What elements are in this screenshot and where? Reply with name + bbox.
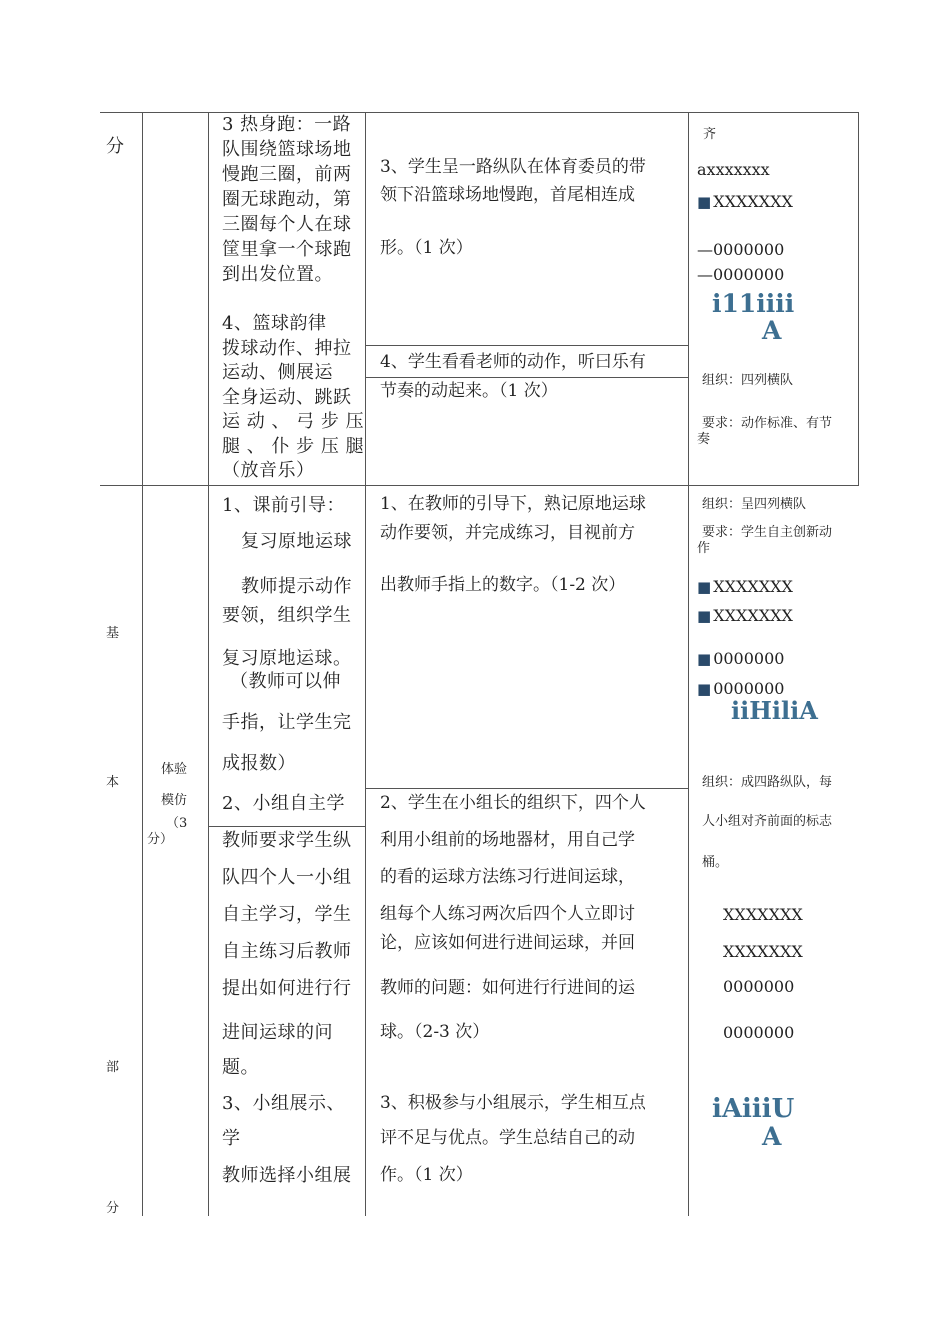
org-blue-text-1b: A — [762, 316, 782, 345]
org-org1: 组织：四列横队 — [702, 373, 794, 388]
org-r2: ■ XXXXXXX — [697, 608, 793, 624]
student-b1-line: 动作要领，并完成练习，目视前方 — [380, 523, 635, 543]
teacher-group-line: 进间运球的问 — [222, 1022, 333, 1043]
teacher-warmup-line: 慢跑三圈，前两 — [222, 164, 352, 185]
org-req2-line1: 要求：学生自主创新动 — [702, 525, 833, 540]
teacher-warmup-line: 圈无球跑动，第 — [222, 189, 352, 210]
teacher-show-line: 教师选择小组展 — [222, 1165, 352, 1186]
student-row-divider-1 — [365, 345, 688, 346]
teacher-guide-line: 1、课前引导： — [222, 495, 345, 516]
org-org3-line1: 组织：成四路纵队，每 — [702, 775, 833, 790]
teacher-rhythm-line: 4、篮球韵律 — [222, 313, 327, 334]
section-label-line3: （3 — [166, 816, 188, 831]
student-s4-line: 节奏的动起来。（1 次） — [380, 381, 558, 401]
column-border-2 — [208, 112, 209, 1216]
side-label-ji: 基 — [106, 626, 120, 641]
org-blue-text-2: iiHiliA — [731, 696, 818, 725]
teacher-guide-line: 成报数） — [222, 753, 296, 774]
table-top-border — [100, 112, 858, 113]
student-s4-line: 4、学生看看老师的动作，听曰乐有 — [380, 352, 646, 372]
teacher-group-line: 题。 — [222, 1057, 259, 1078]
org-req1-line1: 要求：动作标准、有节 — [702, 416, 833, 431]
student-s3-line: 形。（1 次） — [380, 238, 473, 258]
column-border-5 — [858, 112, 859, 486]
teacher-rhythm-line: 拨球动作、抻拉 — [222, 338, 352, 359]
teacher-warmup-line: 三圈每个人在球 — [222, 214, 352, 235]
org-r3: ■ 0000000 — [697, 651, 784, 667]
teacher-guide-line: 手指，让学生完 — [222, 712, 352, 733]
column-border-4 — [688, 112, 689, 1216]
org-row-a: axxxxxxx — [697, 160, 770, 179]
student-b2-line: 的看的运球方法练习行进间运球， — [380, 867, 635, 887]
section-divider — [100, 485, 858, 486]
teacher-rhythm-line: 腿 、 仆 步 压 腿 — [222, 436, 365, 457]
org-org3-line2: 人小组对齐前面的标志 — [702, 814, 833, 829]
teacher-warmup-line: 队围绕篮球场地 — [222, 139, 352, 160]
teacher-guide-line: 要领，组织学生 — [222, 605, 352, 626]
student-s3-line: 领下沿篮球场地慢跑，首尾相连成 — [380, 185, 635, 205]
org-p3: 0000000 — [723, 977, 795, 996]
side-label-ben: 本 — [106, 775, 120, 790]
org-p2: XXXXXXX — [723, 942, 803, 961]
teacher-group-line: 提出如何进行行 — [222, 978, 352, 999]
side-label-fen: 分 — [106, 1201, 120, 1216]
student-b1-line: 出教师手指上的数字。（1-2 次） — [380, 575, 626, 595]
column-border-1 — [142, 112, 143, 1216]
teacher-guide-line: 复习原地运球 — [241, 531, 352, 552]
teacher-warmup-line: 到出发位置。 — [222, 264, 333, 285]
column-border-3 — [365, 112, 366, 1216]
org-qi: 齐 — [703, 127, 717, 142]
student-b2-line: 球。（2-3 次） — [380, 1022, 490, 1042]
teacher-group-line: 队四个人一小组 — [222, 867, 352, 888]
org-row-d: —0000000 — [697, 265, 785, 284]
teacher-warmup-line: 筐里拿一个球跑 — [222, 239, 352, 260]
teacher-group-line: 自主练习后教师 — [222, 941, 352, 962]
student-b2-line: 组每个人练习两次后四个人立即讨 — [380, 904, 635, 924]
org-org3-line3: 桶。 — [702, 855, 729, 870]
student-row-divider-3 — [365, 788, 688, 789]
student-b2-line: 论，应该如何进行进间运球，并回 — [380, 933, 635, 953]
teacher-rhythm-line: （放音乐） — [222, 460, 315, 481]
org-p1: XXXXXXX — [723, 905, 803, 924]
org-p4: 0000000 — [723, 1023, 795, 1042]
org-blue-text-3: iAiiiU — [712, 1094, 795, 1124]
student-s3-line: 3、学生呈一路纵队在体育委员的带 — [380, 157, 646, 177]
student-b2-line: 2、学生在小组长的组织下，四个人 — [380, 793, 646, 813]
teacher-guide-line: 教师提示动作 — [241, 576, 352, 597]
student-b1-line: 1、在教师的引导下，熟记原地运球 — [380, 494, 646, 514]
org-req1-line2: 奏 — [697, 432, 711, 447]
org-r1: ■ XXXXXXX — [697, 579, 793, 595]
teacher-group-line: 教师要求学生纵 — [222, 830, 352, 851]
student-row-divider-2 — [365, 377, 688, 378]
teacher-show-line: 3、小组展示、 — [222, 1093, 345, 1114]
org-req2-line2: 作 — [697, 541, 711, 556]
teacher-group-line: 自主学习，学生 — [222, 904, 352, 925]
section-label-line1: 体验 — [161, 762, 188, 777]
teacher-rhythm-line: 运 动 、 弓 步 压 — [222, 411, 365, 432]
org-r4: ■ 0000000 — [697, 681, 784, 697]
student-b3-line: 3、积极参与小组展示，学生相互点 — [380, 1093, 646, 1113]
teacher-row-divider — [208, 826, 365, 827]
org-blue-text-3b: A — [762, 1122, 782, 1151]
teacher-rhythm-line: 运动、侧展运 — [222, 362, 333, 383]
student-b3-line: 作。（1 次） — [380, 1165, 473, 1185]
section-label-line2: 模仿 — [161, 793, 188, 808]
teacher-guide-line: 复习原地运球。 — [222, 648, 352, 669]
teacher-warmup-line: 3 热身跑：一路 — [222, 114, 352, 135]
teacher-rhythm-line: 全身运动、跳跃 — [222, 387, 352, 408]
student-b2-line: 教师的问题：如何进行行进间的运 — [380, 978, 635, 998]
student-b3-line: 评不足与优点。学生总结自己的动 — [380, 1128, 635, 1148]
org-org2: 组织：呈四列横队 — [702, 497, 807, 512]
org-row-c: —0000000 — [697, 240, 785, 259]
side-label-top-fen: 分 — [106, 136, 125, 157]
section-label-line4: 分） — [147, 832, 174, 847]
teacher-group-line: 2、小组自主学 — [222, 793, 345, 814]
teacher-show-line: 学 — [222, 1128, 241, 1149]
student-b2-line: 利用小组前的场地器材，用自己学 — [380, 830, 635, 850]
org-blue-text-1: i11iiii — [712, 289, 795, 318]
side-label-bu: 部 — [106, 1060, 120, 1075]
org-row-b: ■ XXXXXXX — [697, 194, 793, 210]
teacher-guide-line: （教师可以伸 — [230, 671, 341, 692]
